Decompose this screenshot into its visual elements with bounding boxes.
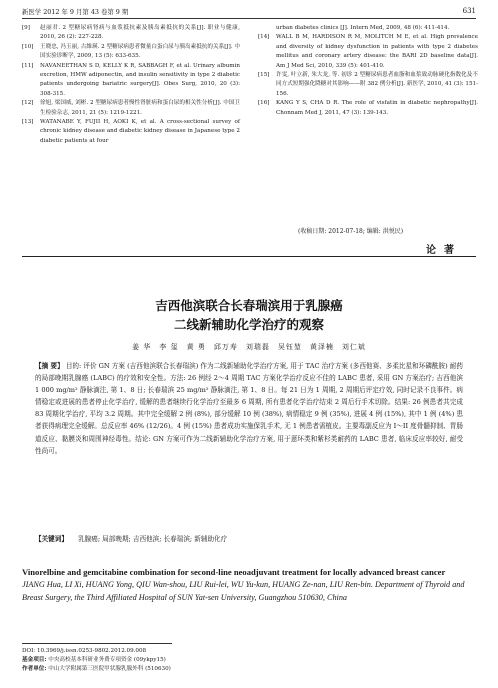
abstract <box>35 360 463 457</box>
english-authors: JIANG Hua, LI Xi, HUANG Yong, QIU Wan-shou, LIU Rui-lei, WU Yu-kun, HUANG Ze-nan, LIU Ren-bin. Department of Thyroid and Breast Surgery, the Third Affiliated Hospital of SUN Yat-sen University, Guangzhou 510630, China <box>22 580 465 602</box>
reference-text: urban diabetes clinics [J]. Intern Med, 2009, 48 (6): 411-414. <box>276 25 450 31</box>
reference-item <box>258 99 478 118</box>
keywords-text: 乳腺癌; 局部晚期; 吉西他滨; 长春瑞滨; 新辅助化疗 <box>78 535 228 543</box>
keywords-label: 【关键词】 <box>35 535 68 543</box>
abstract-text: 目的: 评价 GN 方案 (吉西他滨联合长春瑞滨) 作为二线新辅助化学治疗方案, 用于 TAC 治疗方案 (多西他赛、多柔比星和环磷酰胺) 耐药的局部晚期乳腺癌 (LABC) 的疗效和安全性。方法: 26 例经 2～4 周期 TAC 方案化学治疗反应不佳的 LABC 患者, 采用 GN 方案治疗; 吉西他滨 1 000 mg/m² 静脉滴注, 第 1、8 日; 长春瑞滨 25 mg/m² 静脉滴注, 第 1、8 日。每 21 日为 1 周期, 2 周期后评定疗效, 同时记录不良事件。病情稳定或进展的患者停止化学治疗, 缓解的患者继续行化学治疗至最多 6 周期, 所有患者化学治疗结束 2 周后行手术切除。结果: 26 例患者共完成 83 周期化学治疗, 平均 3.2 周期。其中完全缓解 2 例 (8%), 部分缓解 10 例 (38%), 病情稳定 9 例 (35%), 进展 4 例 (15%), 其中 1 例 (4%) 患者获得病理完全缓解。总反应率 46% (12/26)。4 例 (15%) 患者成功实施保乳手术, 无 1 例患者需植皮。主要毒副反应为 I～II 度骨髓抑制、胃肠道反应、黏膜炎和周围神经毒性。结论: GN 方案可作为二线新辅助化学治疗方案, 用于蒽环类和紫杉类耐药的 LABC 患者, 临床反应率较好, 耐受性尚可。 <box>35 362 463 455</box>
english-title: Vinorelbine and gemcitabine combination for second-line neoadjuvant treatment for locally advanced breast cancer <box>22 567 446 577</box>
section-divider <box>22 256 476 257</box>
reference-number: [15] <box>258 72 270 79</box>
reference-text: KANG Y S, CHA D R. The role of visfatin in diabetic nephropathy[J]. Chonnam Med J, 2011, 47 (3): 139-143. <box>276 100 478 116</box>
reference-text: 徐旭, 梁国威, 刘彬. 2 型糖尿病患者慢性肾脏病和蛋白尿的相关性分析[J]. 中国卫生检验杂志, 2011, 21 (5): 1219-1221. <box>40 100 240 116</box>
reference-item <box>22 99 240 118</box>
reference-item <box>258 33 478 71</box>
reference-text: 赵丽君. 2 型糖尿病肾病与血浆抵抗素及胰岛素抵抗的关系[J]. 职业与健康, 2010, 26 (2): 227-228. <box>40 25 240 41</box>
reference-number: [10] <box>22 43 34 50</box>
running-header <box>22 4 476 19</box>
reference-number: [9] <box>22 25 30 31</box>
reference-text: WALL B M, HARDISON R M, MOLITCH M E, et al. High prevalence and diversity of kidney dysfunction in patients with type 2 diabetes mellitus and coronary artery disease: the BARI 2D baseline data[J]. Am J Med Sci, 2010, 339 (5): 401-410. <box>276 34 478 69</box>
reference-item <box>258 24 478 33</box>
reference-number: [12] <box>22 100 34 107</box>
article-title-line2: 二线新辅助化学治疗的观察 <box>173 317 324 332</box>
footnote-doi: DOI: 10.3969/j.issn.0253-9802.2012.09.008 <box>22 648 147 654</box>
references-left-column <box>22 24 240 146</box>
references-right-column <box>258 24 478 118</box>
reference-item <box>22 118 240 146</box>
fund-label: 基金项目: <box>22 657 47 663</box>
affiliation-text: 中山大学附属第三医院甲状腺乳腺外科 (510630) <box>48 666 171 672</box>
reference-item <box>258 71 478 99</box>
journal-info: 新医学 2012 年 9 月第 43 卷第 9 期 <box>22 7 129 16</box>
article-title-line1: 吉西他滨联合长春瑞滨用于乳腺癌 <box>155 298 343 313</box>
footnote-fund <box>22 656 166 665</box>
page-number: 631 <box>462 7 476 15</box>
fund-text: 中央高校基本科研业务费专项资金 (09ykpy15) <box>48 657 166 663</box>
reference-text: 王晓忠, 冯玉丽, 古維瑛. 2 型糖尿病患者微量白蛋白尿与胰岛素抵抗的关系[J]. 中国实验诊断学, 2009, 13 (5): 633-635. <box>40 43 240 60</box>
reference-text: 许雯, 叶立新, 朱大龙, 等. 初诊 2 型糖尿病患者血脂和血浆致动脉硬化指数化及不同方式短期强化降糖对其影响——附 382 例分析[J]. 新医学, 2010, 41 (3): 151-156. <box>276 72 478 97</box>
reference-number: [16] <box>258 100 270 107</box>
section-label: 论著 <box>426 245 462 256</box>
footnote-divider <box>22 643 172 644</box>
reference-item <box>22 43 240 62</box>
footnote-affiliation <box>22 665 171 674</box>
affiliation-label: 作者单位: <box>22 666 47 672</box>
reference-number: [14] <box>258 34 270 41</box>
reference-item <box>22 24 240 43</box>
reference-text: WATANABE Y, FUJII H, AOKI K, et al. A cross-sectional survey of chronic kidney disease and diabetic kidney disease in Japanese type 2 diabetic patients at four <box>40 119 240 144</box>
reference-number: [11] <box>22 62 34 69</box>
reference-item <box>22 62 240 100</box>
author-list: 姜 华 李 玺 黄 勇 邱万寿 刘瑞磊 吴钰堃 黄泽楠 刘仁斌 <box>132 343 366 351</box>
reference-number <box>258 24 276 33</box>
abstract-label: 【摘 要】 <box>35 362 64 370</box>
received-date: (收稿日期: 2012-07-18; 编辑: 洪悦民) <box>298 228 404 235</box>
reference-number: [13] <box>22 119 34 126</box>
keywords <box>35 533 463 543</box>
reference-text: NAVANEETHAN S D, KELLY K R, SABBAGH F, et al. Urinary albumin excretion, HMW adiponectin, and insulin sensitivity in type 2 diabetic patients undergoing bariatric surgery[J]. Obes Surg, 2010, 20 (3): 308-315. <box>40 62 240 97</box>
